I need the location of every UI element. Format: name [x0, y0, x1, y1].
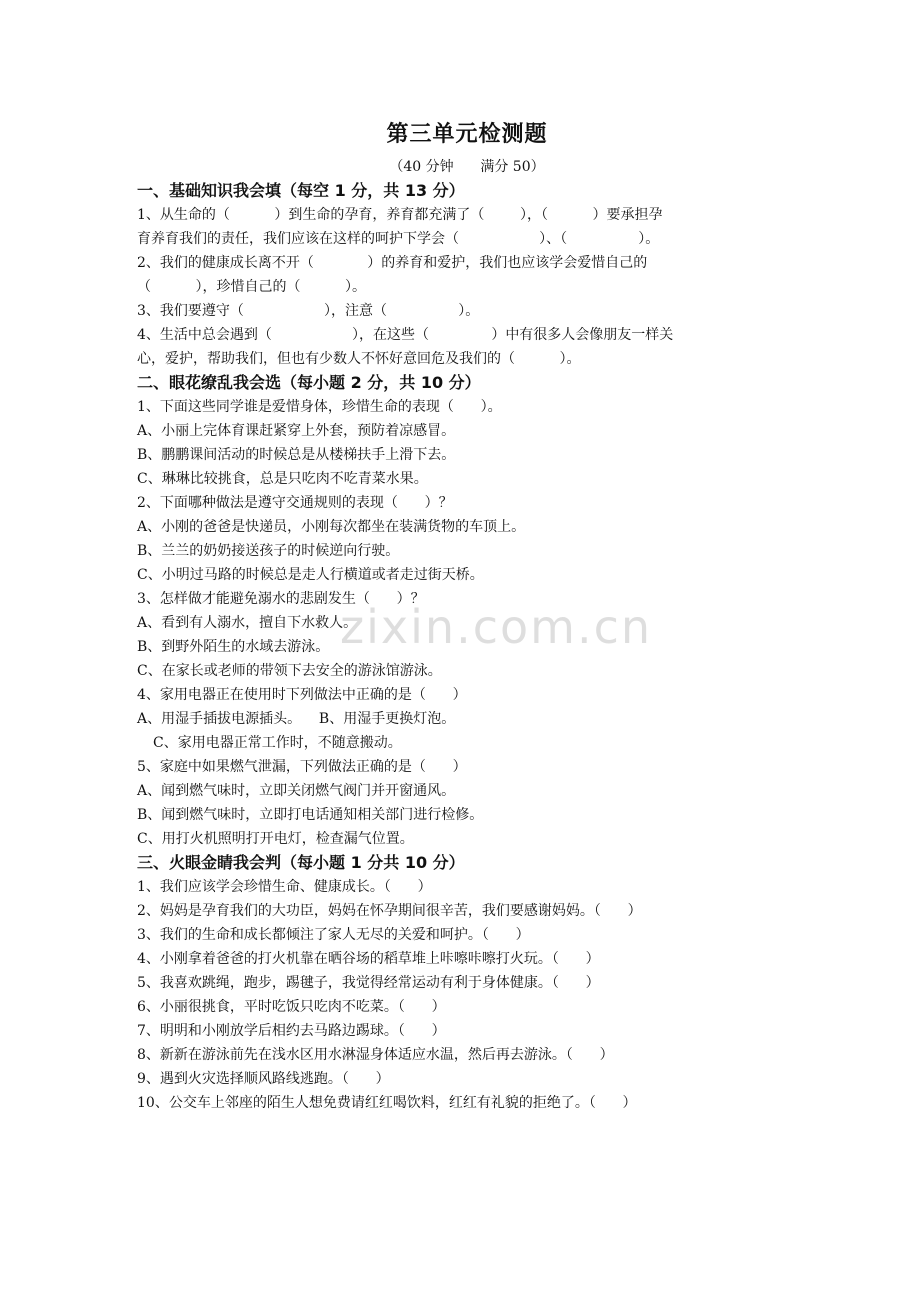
question-line: 心，爱护，帮助我们，但也有少数人不怀好意回危及我们的（ ）。: [137, 351, 581, 367]
question-line: 2、我们的健康成长离不开（ ）的养育和爱护，我们也应该学会爱惜自己的: [137, 255, 648, 271]
option-line: C、用打火机照明打开电灯，检查漏气位置。: [137, 831, 414, 847]
question-line: 7、明明和小刚放学后相约去马路边踢球。（ ）: [137, 1023, 446, 1039]
question-line: 9、遇到火灾选择顺风路线逃跑。（ ）: [137, 1071, 390, 1087]
section-multiple-choice: [137, 371, 797, 851]
question-line: 3、我们的生命和成长都倾注了家人无尽的关爱和呵护。（ ）: [137, 927, 530, 943]
option-line: B、到野外陌生的水域去游泳。: [137, 639, 330, 655]
option-line: C、小明过马路的时候总是走人行横道或者走过街天桥。: [137, 567, 484, 583]
question-line: 10、公交车上邻座的陌生人想免费请红红喝饮料，红红有礼貌的拒绝了。（ ）: [137, 1095, 637, 1111]
page-title: 第三单元检测题: [386, 122, 548, 147]
section-true-false: [137, 851, 797, 1115]
option-line: A、看到有人溺水，擅自下水救人。: [137, 615, 358, 631]
question-line: 4、生活中总会遇到（ ），在这些（ ）中有很多人会像朋友一样关: [137, 327, 674, 343]
section-heading: 二、眼花缭乱我会选（每小题 2 分，共 10 分）: [137, 373, 481, 392]
option-line: B、闻到燃气味时，立即打电话通知相关部门进行检修。: [137, 807, 484, 823]
option-line: C、琳琳比较挑食，总是只吃肉不吃青菜水果。: [137, 471, 428, 487]
option-line: B、兰兰的奶奶接送孩子的时候逆向行驶。: [137, 543, 400, 559]
option-line: A、小刚的爸爸是快递员，小刚每次都坐在装满货物的车顶上。: [137, 519, 526, 535]
option-line: A、小丽上完体育课赶紧穿上外套，预防着凉感冒。: [137, 423, 456, 439]
option-line: C、在家长或老师的带领下去安全的游泳馆游泳。: [137, 663, 442, 679]
section-fill-in: [137, 179, 797, 371]
question-line: 2、妈妈是孕育我们的大功臣，妈妈在怀孕期间很辛苦，我们要感谢妈妈。（ ）: [137, 903, 642, 919]
option-line: A、闻到燃气味时，立即关闭燃气阀门并开窗通风。: [137, 783, 456, 799]
question-line: 1、从生命的（ ）到生命的孕育，养育都充满了（ ），（ ）要承担孕: [137, 207, 663, 223]
question-line: 3、我们要遵守（ ），注意（ ）。: [137, 303, 480, 319]
question-line: 1、下面这些同学谁是爱惜身体，珍惜生命的表现（ ）。: [137, 399, 502, 415]
question-line: （ ），珍惜自己的（ ）。: [137, 279, 367, 295]
question-line: 5、我喜欢跳绳，跑步，踢毽子，我觉得经常运动有利于身体健康。（ ）: [137, 975, 600, 991]
question-line: 4、家用电器正在使用时下列做法中正确的是（ ）: [137, 687, 467, 703]
question-line: 1、我们应该学会珍惜生命、健康成长。（ ）: [137, 879, 432, 895]
question-line: 6、小丽很挑食，平时吃饭只吃肉不吃菜。（ ）: [137, 999, 446, 1015]
option-line: B、鹏鹏课间活动的时候总是从楼梯扶手上滑下去。: [137, 447, 456, 463]
question-line: 2、下面哪种做法是遵守交通规则的表现（ ）？: [137, 495, 453, 511]
option-line: A、用湿手插拔电源插头。 B、用湿手更换灯泡。: [137, 711, 456, 727]
section-heading: 三、火眼金睛我会判（每小题 1 分共 10 分）: [137, 853, 465, 872]
question-line: 3、怎样做才能避免溺水的悲剧发生（ ）？: [137, 591, 425, 607]
question-line: 4、小刚拿着爸爸的打火机靠在晒谷场的稻草堆上咔嚓咔嚓打火玩。（ ）: [137, 951, 600, 967]
section-heading: 一、基础知识我会填（每空 1 分，共 13 分）: [137, 181, 465, 200]
exam-page: [137, 118, 797, 1115]
question-line: 育养育我们的责任，我们应该在这样的呵护下学会（ ）、（ ）。: [137, 231, 660, 247]
question-line: 8、新新在游泳前先在浅水区用水淋湿身体适应水温，然后再去游泳。（ ）: [137, 1047, 614, 1063]
watermark: zixin.com.cn: [340, 600, 653, 654]
option-line: C、家用电器正常工作时，不随意搬动。: [153, 735, 402, 751]
question-line: 5、家庭中如果燃气泄漏，下列做法正确的是（ ）: [137, 759, 467, 775]
page-subtitle: （40 分钟 满分 50）: [389, 159, 545, 175]
